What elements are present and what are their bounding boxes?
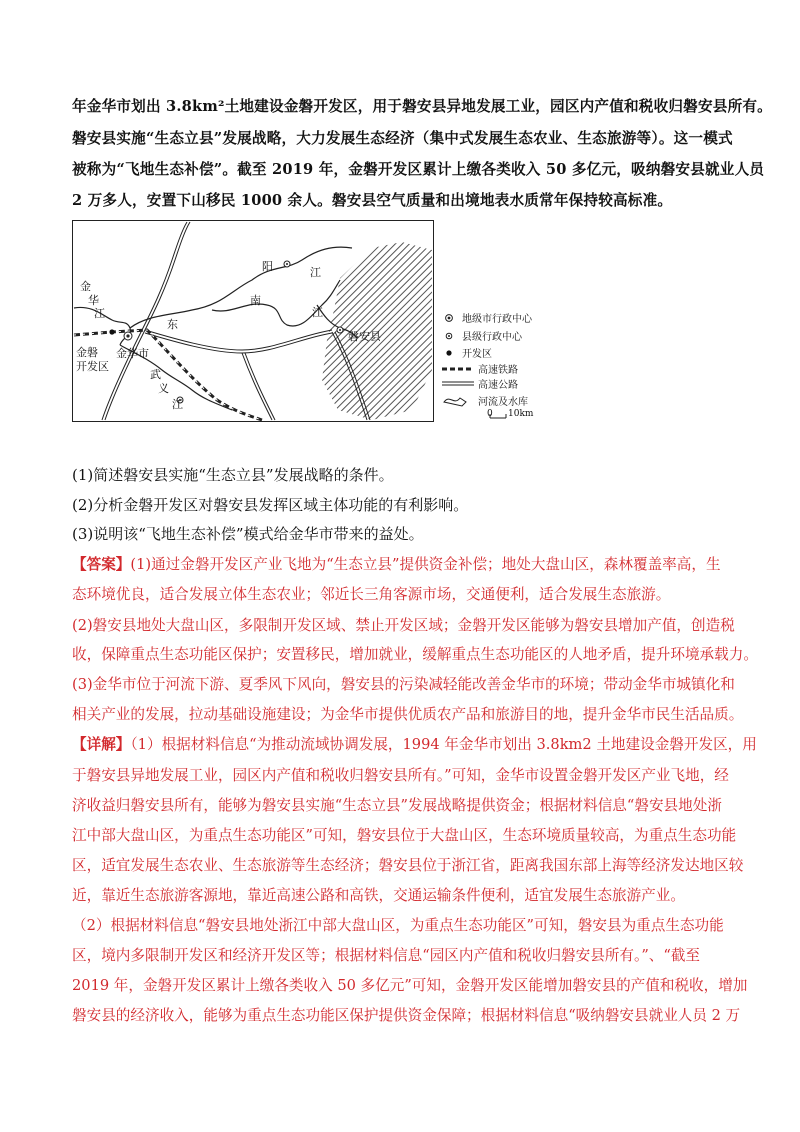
intro-line-3: 被称为“飞地生态补偿”。截至 2019 年，金磐开发区累计上缴各类收入 50 多亿元，吸纳磐安县就业人员 <box>72 161 765 178</box>
region-map <box>72 220 434 422</box>
map-label: 金 <box>80 280 91 293</box>
legend-highway: 高速公路 <box>478 380 518 391</box>
map-label: 江 <box>310 266 321 279</box>
question-1: (1)简述磐安县实施“生态立县”发展战略的条件。 <box>72 466 394 484</box>
detail-line-7: （2）根据材料信息“磐安县地处浙江中部大盘山区，为重点生态功能区”可知，磐安县为重点生态功能 <box>72 917 724 934</box>
detail-line-6: 近，靠近生态旅游客源地，靠近高速公路和高铁，交通运输条件便利，适宜发展生态旅游产业。 <box>72 887 685 904</box>
detail-line-9: 2019 年，金磐开发区累计上缴各类收入 50 多亿元”可知，金磐开发区能增加磐安县的产值和税收，增加 <box>72 977 748 994</box>
detail-line-3: 济收益归磐安县所有，能够为磐安县实施“生态立县”发展战略提供资金；根据材料信息“磐安县地处浙 <box>72 797 722 814</box>
map-label: 东 <box>167 318 178 331</box>
map-label: 开发区 <box>76 360 109 373</box>
map-label: 江 <box>94 307 105 320</box>
detail-line-5: 区，适宜发展生态农业、生态旅游等生态经济；磐安县位于浙江省，距离我国东部上海等经济发达地区较 <box>72 857 744 874</box>
intro-line-1: 年金华市划出 3.8km²土地建设金磐开发区，用于磐安县异地发展工业，园区内产值和税收归磐安县所有。 <box>72 98 772 115</box>
question-2: (2)分析金磐开发区对磐安县发挥区域主体功能的有利影响。 <box>72 496 469 514</box>
answer-line-4: 收，保障重点生态功能区保护；安置移民，增加就业，缓解重点生态功能区的人地矛盾，提升环境承载力。 <box>72 646 758 663</box>
detail-line-2: 于磐安县异地发展工业，园区内产值和税收归磐安县所有。”可知，金华市设置金磐开发区产业飞地，经 <box>72 767 729 784</box>
map-label: 武 <box>150 368 161 381</box>
scale-ten: 10km <box>508 409 534 419</box>
legend-dev-zone: 开发区 <box>462 349 492 360</box>
answer-line-6: 相关产业的发展，拉动基础设施建设；为金华市提供优质农产品和旅游目的地，提升金华市民生活品质。 <box>72 706 744 723</box>
map-label: 华 <box>88 294 99 307</box>
map-label: 南 <box>250 294 261 307</box>
intro-line-2: 磐安县实施“生态立县”发展战略，大力发展生态经济（集中式发展生态农业、生态旅游等）。这一模式 <box>72 130 733 147</box>
map-label: 磐安县 <box>348 330 381 343</box>
answer-line-5: (3)金华市位于河流下游、夏季风下风向，磐安县的污染减轻能改善金华市的环境；带动金华市城镇化和 <box>72 676 735 693</box>
map-label: 阳 <box>262 260 273 273</box>
detail-line-8: 区，境内多限制开发区和经济开发区等；根据材料信息“园区内产值和税收归磐安县所有。”、“截至 <box>72 947 701 964</box>
legend-railway: 高速铁路 <box>478 365 518 376</box>
answer-text: (1)通过金磐开发区产业飞地为“生态立县”提供资金补偿；地处大盘山区，森林覆盖率高，生 <box>130 556 721 573</box>
map-label: 金华市 <box>116 347 149 360</box>
scale-zero: 0 <box>487 409 493 419</box>
intro-line-4: 2 万多人，安置下山移民 1000 余人。磐安县空气质量和出境地表水质常年保持较高标准。 <box>72 192 673 209</box>
map-label: 江 <box>172 398 183 411</box>
detail-tag: 【详解】 <box>72 736 131 753</box>
detail-line-10: 磐安县的经济收入，能够为重点生态功能区保护提供资金保障；根据材料信息“吸纳磐安县就业人员 2 万 <box>72 1007 741 1024</box>
legend-prefecture: 地级市行政中心 <box>462 314 532 325</box>
map-legend <box>442 310 562 425</box>
answer-tag: 【答案】 <box>72 556 131 573</box>
answer-line-1 <box>72 555 721 575</box>
detail-line-4: 江中部大盘山区，为重点生态功能区”可知，磐安县位于大盘山区，生态环境质量较高，为重点生态功能 <box>72 827 737 844</box>
map-label: 江 <box>312 306 323 319</box>
map-label: 义 <box>158 382 169 395</box>
question-3: (3)说明该“飞地生态补偿”模式给金华市带来的益处。 <box>72 525 424 543</box>
legend-county: 县级行政中心 <box>462 332 522 343</box>
dev-zone-marker <box>109 329 114 334</box>
answer-line-2: 态环境优良，适合发展立体生态农业；邻近长三角客源市场，交通便利，适合发展生态旅游。 <box>72 586 671 603</box>
detail-line-1 <box>72 735 757 755</box>
legend-river: 河流及水库 <box>478 397 528 408</box>
answer-line-3: (2)磐安县地处大盘山区，多限制开发区域、禁止开发区域；金磐开发区能够为磐安县增加产值，创造税 <box>72 617 735 634</box>
map-label: 金磐 <box>76 346 98 359</box>
detail-text: （1）根据材料信息“为推动流域协调发展，1994 年金华市划出 3.8km2 土地建设金磐开发区，用 <box>130 736 757 753</box>
